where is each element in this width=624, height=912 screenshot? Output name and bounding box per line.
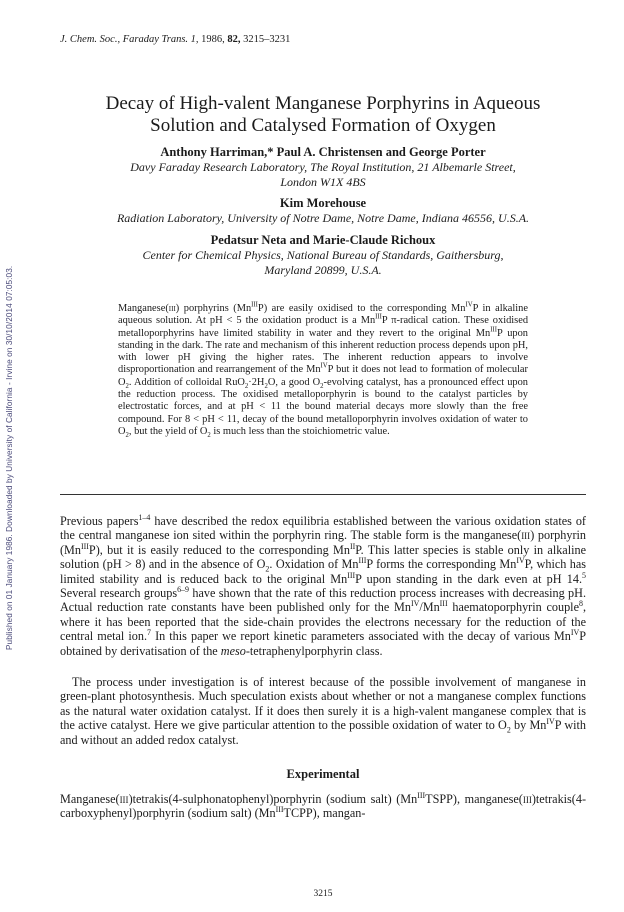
journal-volume: 82,: [227, 34, 241, 45]
journal-year: 1986,: [201, 34, 225, 45]
abstract-divider: [60, 494, 586, 495]
author-group-1: [60, 145, 586, 189]
affiliation-line: Radiation Laboratory, University of Notre Dame, Notre Dame, Indiana 46556, U.S.A.: [116, 211, 530, 225]
affiliation-line: Maryland 20899, U.S.A.: [264, 262, 382, 277]
author-names: Pedatsur Neta and Marie-Claude Richoux: [210, 233, 436, 247]
affiliation-line: Davy Faraday Research Laboratory, The Royal Institution, 21 Albemarle Street,: [130, 160, 516, 174]
author-group-2: [60, 196, 586, 226]
journal-header: [60, 34, 290, 45]
journal-name: J. Chem. Soc., Faraday Trans. 1,: [60, 34, 199, 45]
title-line-2: Solution and Catalysed Formation of Oxygen: [150, 115, 496, 136]
download-watermark-text: Published on 01 January 1986. Downloaded by University of California - Irvine on 30/10/2014 07:05:03.: [5, 265, 14, 650]
author-names: Kim Morehouse: [279, 196, 367, 210]
abstract: Manganese(iii) porphyrins $(Mn^{III}P)$ are easily oxidised to the corresponding $Mn^{IV}P$ in alkaline aqueous solution. At pH < 5 the oxidation product is a $Mn^{III}P$ π-radical cation. These oxidised metalloporphyrins have limited stability in water and they revert to the original $Mn^{III}P$ upon standing in the dark. The rate and mechanism of this inherent reduction process depends upon pH, with lower pH giving the higher rates. The inherent reduction appears to involve disproportionation and rearrangement of the $Mn^{IV}P$ but it does not lead to formation of molecular $O_2$. Addition of colloidal $RuO_2\cdot 2H_2O$, a good $O_2$-evolving catalyst, has a pronounced effect upon the reduction process. The oxidised metalloporphyrin is bound to the catalyst particles by electrostatic forces, and at pH < 11 the bound material decays more slowly than the free compound. For 8 < pH < 11, decay of the bound metalloporphyrin involves oxidation of water to $O_2$, but the yield of $O_2$ is much less than the stoichiometric value.: [118, 301, 529, 440]
intro-paragraph-1: Previous papers$^{1-4}$ have described the redox equilibria established between the various oxidation states of the central manganese ion sited within the porphyrin ring. The stable form is the manganese(iii) porphyrin $(Mn^{III}P)$, but it is easily reduced to the corresponding $Mn^{II}P$. This latter species is stable only in alkaline solution (pH > 8) and in the absence of $O_2$. Oxidation of $Mn^{III}P$ forms the corresponding $Mn^{IV}P$, which has limited stability and is reduced back to the original $Mn^{III}P$ upon standing in the dark even at pH 14.$^5$ Several research groups$^{6-9}$ have shown that the rate of this reduction process increases with decreasing pH. Actual reduction rate constants have been published only for the $Mn^{IV}/Mn^{III}$ haematoporphyrin couple$^8$, where it has been reported that the side-chain provides the electrons necessary for the reduction of the central metal ion.$^7$ In this paper we report kinetic parameters associated with the decay of various $Mn^{IV}P$ obtained by derivatisation of the meso-tetraphenylporphyrin class.: [60, 512, 586, 658]
page-number: 3215: [313, 889, 333, 899]
author-group-3: [60, 233, 586, 277]
article-title: [60, 93, 586, 137]
journal-pages: 3215–3231: [243, 34, 291, 45]
title-line-1: Decay of High-valent Manganese Porphyrins in Aqueous: [105, 93, 541, 114]
download-watermark: [4, 90, 18, 650]
author-names: Anthony Harriman,* Paul A. Christensen and George Porter: [160, 145, 486, 159]
affiliation-line: London W1X 4BS: [280, 174, 366, 189]
intro-paragraph-2: The process under investigation is of interest because of the possible involvement of manganese in green-plant photosynthesis. Much speculation exists about whether or not a manganese complex functions as the natural water oxidation catalyst. If it does then surely it is a high-valent manganese complex that is the active catalyst. Here we give particular attention to the possible oxidation of water to $O_2$ by $Mn^{IV}P$ with and without an added redox catalyst.: [60, 675, 586, 747]
section-heading-experimental: Experimental: [286, 767, 360, 781]
experimental-paragraph: Manganese(iii)tetrakis(4-sulphonatophenyl)porphyrin (sodium salt) $(Mn^{III}TSPP)$, manganese(iii)tetrakis(4-carboxyphenyl)porphyrin (sodium salt) $(Mn^{III}TCPP)$, mangan-: [60, 790, 587, 821]
affiliation-line: Center for Chemical Physics, National Bureau of Standards, Gaithersburg,: [142, 248, 504, 262]
